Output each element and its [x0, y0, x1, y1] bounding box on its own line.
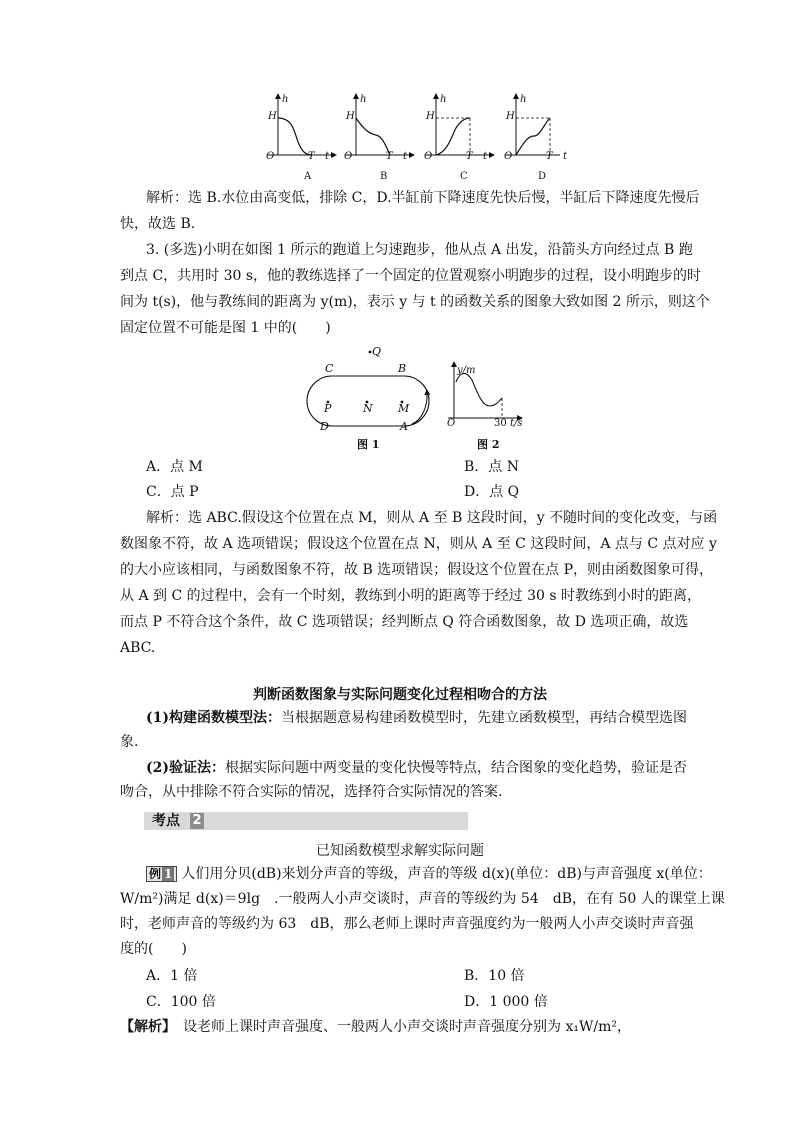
point-n-label: N: [363, 402, 373, 415]
example-jiexi: [120, 1017, 690, 1037]
mark-h-label: H: [268, 111, 277, 122]
point-c-label: C: [325, 362, 334, 375]
axis-t-label: t: [325, 151, 330, 162]
mark-h-label: H: [346, 111, 355, 122]
example-badge-number: 1: [164, 867, 173, 881]
mark-o-label: O: [344, 151, 353, 162]
point-b-label: B: [398, 362, 407, 375]
figure-water-level-graphs: [250, 90, 560, 190]
point-d-label: D: [320, 420, 329, 433]
kaodian-number: 2: [190, 813, 204, 829]
method-p2: [146, 758, 716, 778]
method-p2-body: 根据实际问题中两变量的变化快慢等特点，结合图象的变化趋势，验证是否: [225, 760, 687, 776]
mark-o-label: O: [504, 151, 513, 162]
q3-option-a: A．点 M: [146, 459, 203, 475]
example-badge-text: 例: [149, 867, 162, 881]
kaodian-label: 考点: [152, 813, 180, 829]
method-p1-body: 当根据题意易构建函数模型时，先建立函数模型，再结合模型选图: [281, 710, 687, 726]
example-option-c: C．100 倍: [146, 994, 216, 1010]
graph-c-caption: C: [460, 171, 468, 182]
q3-solution-line-2: 数图象不符，故 A 选项错误；假设这个位置在点 N，则从 A 至 C 这段时间，A 点与 C 点对应 y: [120, 536, 717, 552]
example-badge: [146, 866, 177, 882]
q2-solution-line-1: 解析：选 B.水位由高变低，排除 C，D.半缸前下降速度先快后慢，半缸后下降速度先慢后: [146, 190, 700, 206]
fig2-y-label: y/m: [457, 365, 476, 376]
axis-t-label: t: [483, 151, 488, 162]
example-line-1: [146, 864, 716, 884]
example-option-b: B．10 倍: [464, 968, 525, 984]
q3-option-d: D．点 Q: [464, 484, 520, 500]
example-line-4: 度的( ): [120, 941, 187, 957]
mark-t-label: T: [308, 151, 315, 162]
method-title: 判断函数图象与实际问题变化过程相吻合的方法: [253, 687, 547, 703]
q3-solution-line-6: ABC.: [120, 640, 156, 656]
axis-h-label: h: [440, 94, 447, 105]
example-line-2: W/m²)满足 d(x)＝9lg .一般两人小声交谈时，声音的等级约为 54 dB，在有 50 人的课堂上课: [120, 891, 725, 907]
jiexi-label: 【解析】: [120, 1019, 169, 1035]
fig2-o-label: O: [447, 418, 456, 429]
q3-solution-line-3: 的大小应该相同，与函数图象不符，故 B 选项错误；假设这个位置在点 P，则由函数图象可得，: [120, 562, 714, 578]
fig2-30-label: 30: [494, 418, 507, 429]
method-p1-cont: 象.: [120, 734, 139, 750]
mark-t-label: T: [466, 151, 473, 162]
q2-solution-line-2: 快，故选 B.: [120, 216, 196, 232]
mark-h-label: H: [506, 111, 515, 122]
mark-t-label: T: [546, 151, 553, 162]
figure-2-caption: 图 2: [477, 438, 500, 451]
method-p2-head: (2)验证法：: [146, 760, 225, 776]
q3-option-b: B．点 N: [464, 459, 519, 475]
mark-h-label: H: [426, 111, 435, 122]
graph-d: [506, 96, 560, 155]
axis-t-label: t: [403, 151, 408, 162]
mark-o-label: O: [266, 151, 275, 162]
section-title: 已知函数模型求解实际问题: [316, 843, 484, 859]
example-line-1-text: 人们用分贝(dB)来划分声音的等级，声音的等级 d(x)(单位：dB)与声音强度 x(单位：: [181, 866, 712, 882]
graph-d-caption: D: [538, 171, 547, 182]
mark-o-label: O: [424, 151, 433, 162]
axis-t-label: t: [563, 151, 568, 162]
point-p-label: P: [324, 402, 332, 415]
mark-t-label: T: [386, 151, 393, 162]
method-p1-head: (1)构建函数模型法：: [146, 710, 281, 726]
point-q-label: Q: [372, 345, 382, 358]
example-line-3: 时，老师声音的等级约为 63 dB，那么老师上课时声音强度约为一般两人小声交谈时声音强: [120, 916, 694, 932]
q3-solution-line-1: 解析：选 ABC.假设这个位置在点 M，则从 A 至 B 这段时间，y 不随时间的变化改变，与函: [146, 510, 718, 526]
figure-1-caption: 图 1: [357, 438, 380, 451]
axis-h-label: h: [360, 94, 367, 105]
q3-line-1: 3. (多选)小明在如图 1 所示的跑道上匀速跑步，他从点 A 出发，沿箭头方向经过点 B 跑: [146, 242, 693, 258]
q3-line-2: 到点 C，共用时 30 s，他的教练选择了一个固定的位置观察小明跑步的过程，设小明跑步的时: [120, 268, 702, 284]
method-p1: [146, 708, 716, 728]
axis-h-label: h: [520, 94, 527, 105]
jiexi-text: 设老师上课时声音强度、一般两人小声交谈时声音强度分别为 x₁W/m²，: [183, 1019, 631, 1035]
graph-a: [268, 96, 334, 155]
q3-line-3: 间为 t(s)，他与教练间的距离为 y(m)，表示 y 与 t 的函数关系的图象大致如图 2 所示，则这个: [120, 294, 710, 310]
point-a-label: A: [400, 420, 408, 433]
graph-b: [346, 96, 412, 155]
fig2-t-label: t/s: [510, 418, 523, 429]
graph-a-caption: A: [304, 171, 312, 182]
q3-solution-line-4: 从 A 到 C 的过程中，会有一个时刻，教练到小明的距离等于经过 30 s 时教练到小时的距离，: [120, 588, 701, 604]
example-option-d: D．1 000 倍: [464, 994, 548, 1010]
q3-solution-line-5: 而点 P 不符合这个条件，故 C 选项错误；经判断点 Q 符合函数图象，故 D 选项正确，故选: [120, 614, 689, 630]
graph-c: [426, 96, 492, 155]
method-p2-cont: 吻合，从中排除不符合实际的情况，选择符合实际情况的答案.: [120, 784, 503, 800]
point-m-label: M: [398, 402, 410, 415]
kaodian-bar: [144, 812, 468, 830]
graph-b-caption: B: [380, 171, 388, 182]
q3-option-c: C．点 P: [146, 484, 199, 500]
q3-line-4: 固定位置不可能是图 1 中的( ): [120, 320, 331, 336]
example-option-a: A．1 倍: [146, 968, 198, 984]
axis-h-label: h: [282, 94, 289, 105]
